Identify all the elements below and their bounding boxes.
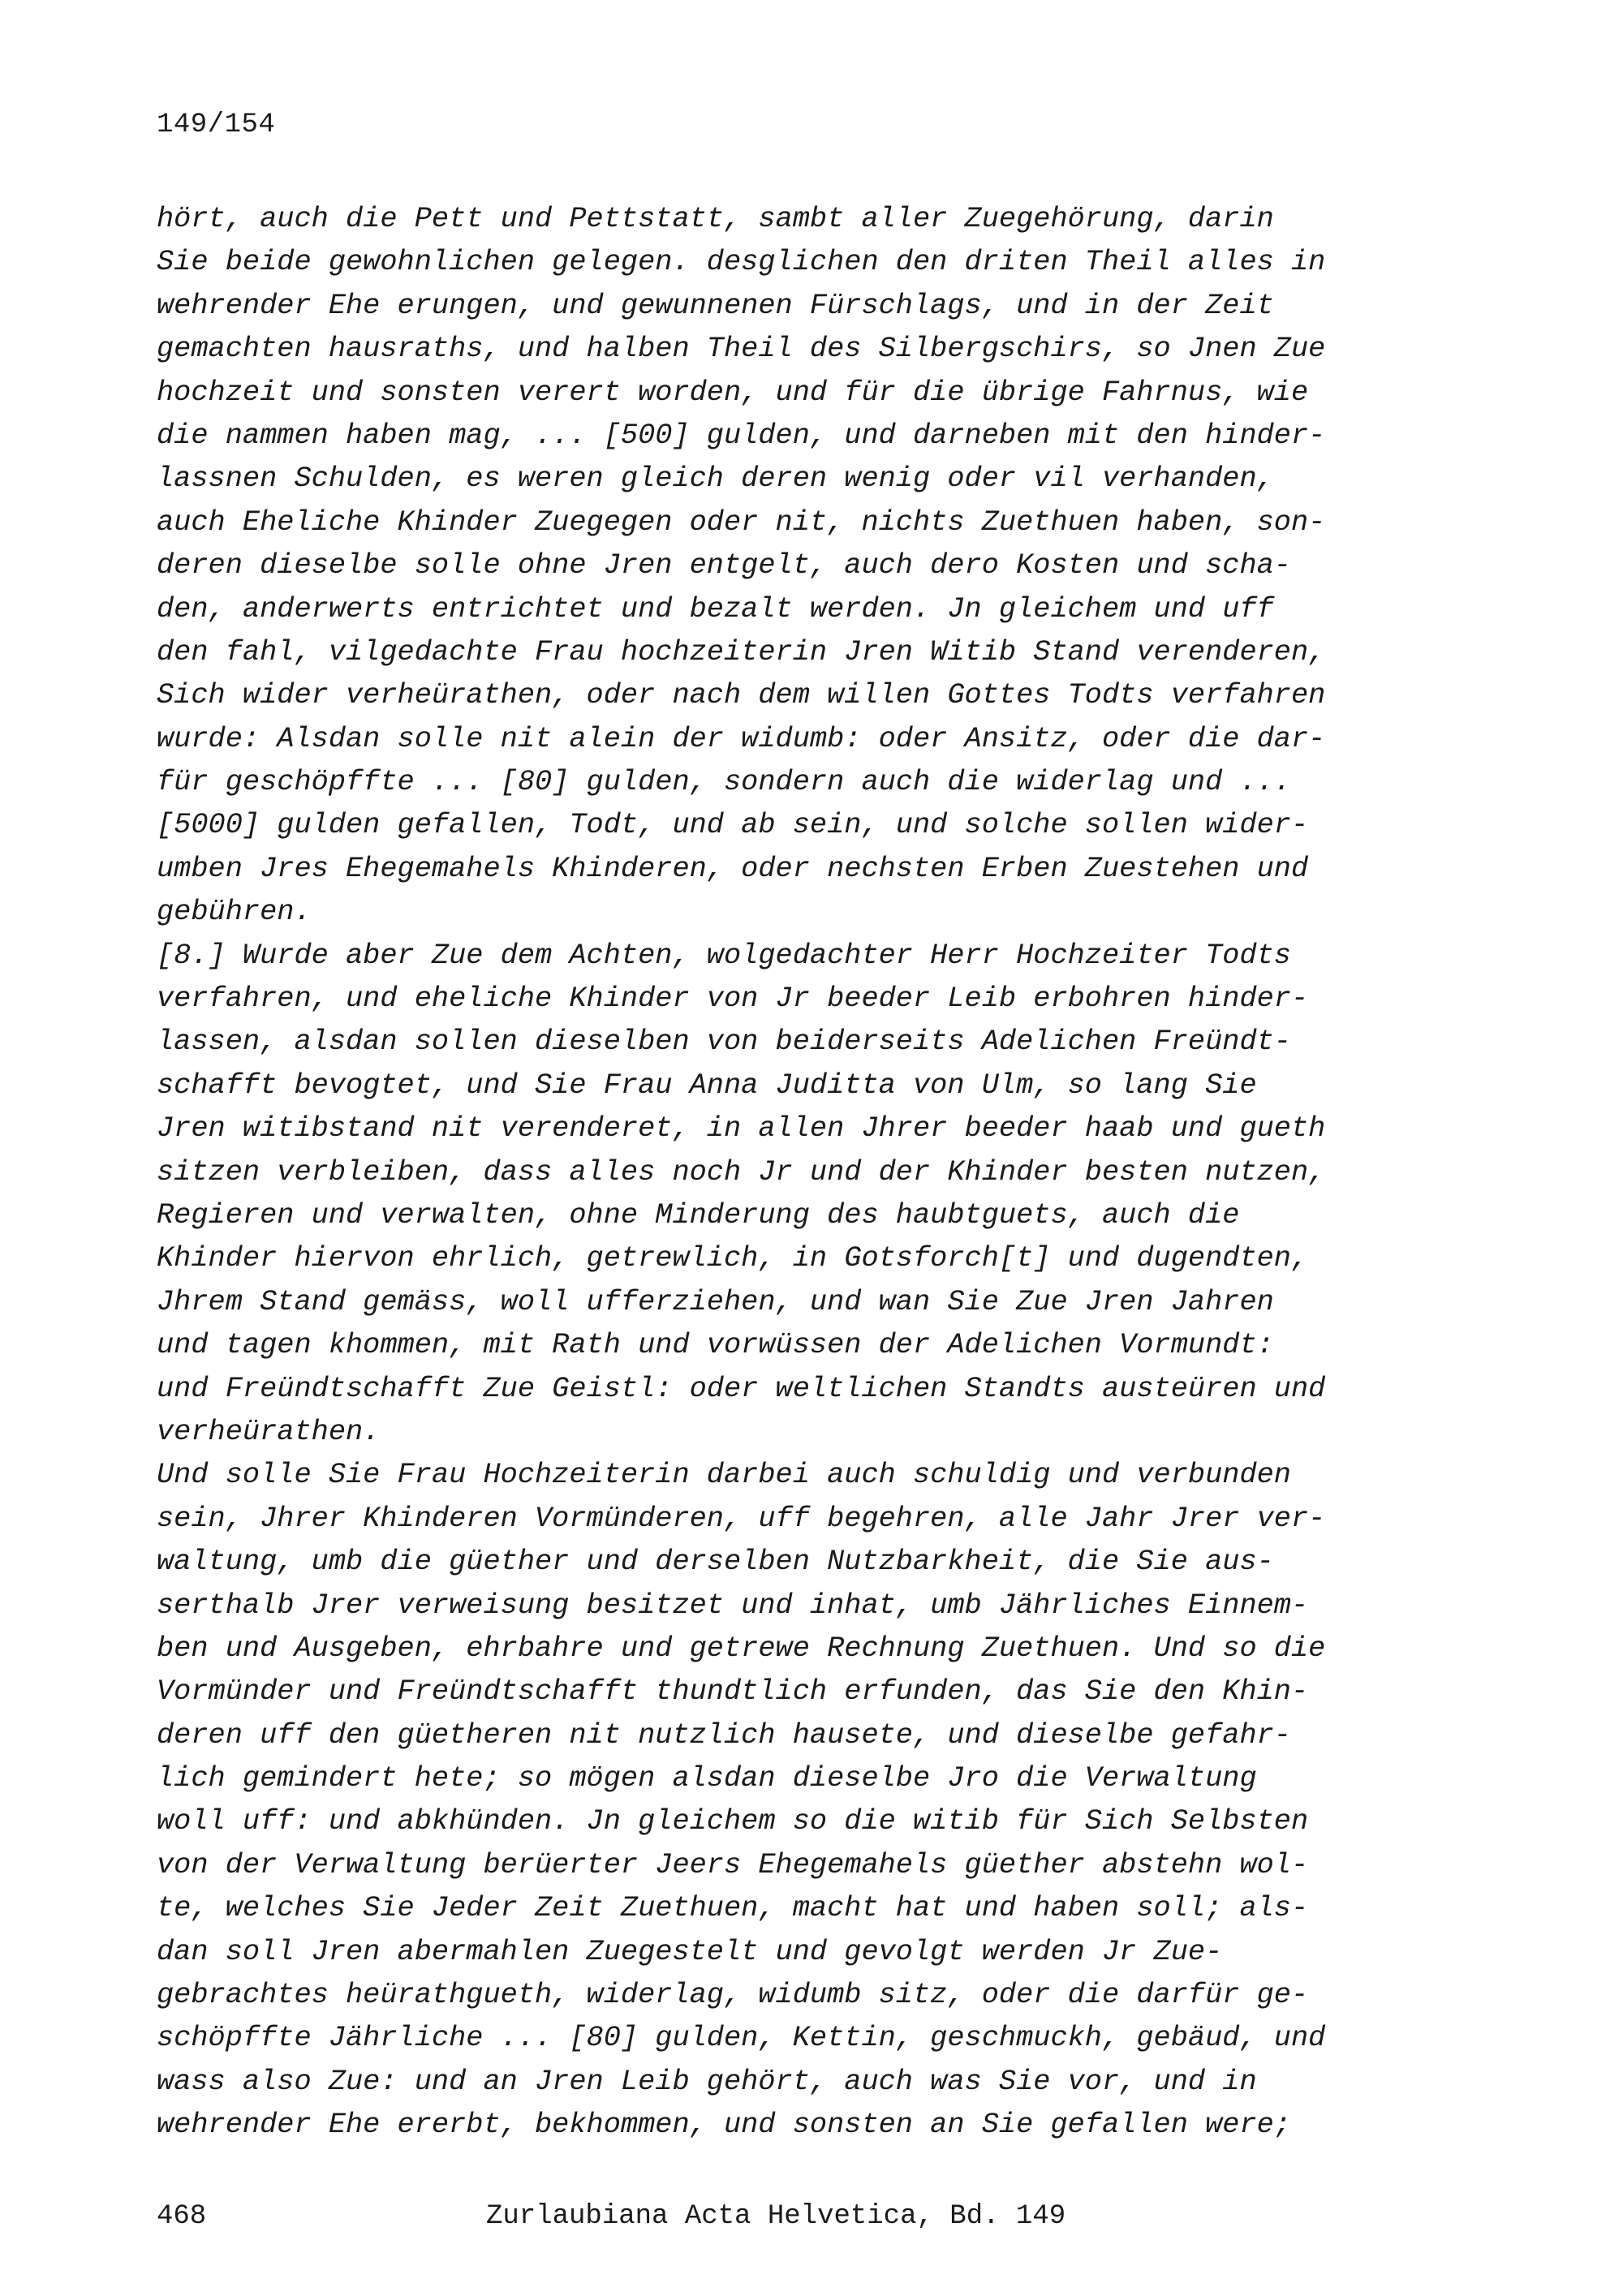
text-line: wurde: Alsdan solle nit alein der widumb: oder Ansitz, oder die dar- (157, 722, 1326, 755)
text-line: hört, auch die Pett und Pettstatt, sambt aller Zuegehörung, darin (157, 203, 1274, 235)
footer-page-number: 468 (157, 2201, 207, 2232)
text-line: waltung, umb die güether und derselben Nutzbarkheit, die Sie aus- (157, 1546, 1274, 1579)
text-line: die nammen haben mag, ... [500] gulden, und darneben mit den hinder- (157, 419, 1326, 452)
text-line: und tagen khommen, mit Rath und vorwüssen der Adelichen Vormundt: (157, 1329, 1274, 1362)
text-line: lich gemindert hete; so mögen alsdan dieselbe Jro die Verwaltung (157, 1762, 1257, 1795)
text-line: lassnen Schulden, es weren gleich deren wenig oder vil verhanden, (157, 462, 1274, 496)
text-line: Und solle Sie Frau Hochzeiterin darbei auch schuldig und verbunden (157, 1459, 1291, 1492)
page-counter: 149/154 (157, 110, 276, 140)
text-line: und Freündtschafft Zue Geistl: oder weltlichen Standts austeüren und (157, 1372, 1326, 1405)
text-line: Vormünder und Freündtschafft thundtlich erfunden, das Sie den Khin- (157, 1675, 1309, 1709)
text-line: schafft bevogtet, und Sie Frau Anna Juditta von Ulm, so lang Sie (157, 1068, 1257, 1102)
text-line: ben und Ausgeben, ehrbahre und getrewe Rechnung Zuethuen. Und so die (157, 1632, 1326, 1665)
body-text (157, 198, 1455, 2148)
text-line: Regieren und verwalten, ohne Minderung des haubtguets, auch die (157, 1198, 1240, 1232)
text-line: verfahren, und eheliche Khinder von Jr beeder Leib erbohren hinder- (157, 982, 1309, 1016)
text-line: von der Verwaltung berüerter Jeers Ehegemahels güether abstehn wol- (157, 1848, 1309, 1881)
text-line: Jhrem Stand gemäss, woll ufferziehen, und wan Sie Zue Jren Jahren (157, 1285, 1274, 1318)
text-line: Khinder hiervon ehrlich, getrewlich, in Gotsforch[t] und dugendten, (157, 1242, 1309, 1275)
text-line: [8.] Wurde aber Zue dem Achten, wolgedachter Herr Hochzeiter Todts (157, 939, 1291, 972)
text-line: wehrender Ehe erungen, und gewunnenen Fürschlags, und in der Zeit (157, 289, 1274, 322)
text-line: auch Eheliche Khinder Zuegegen oder nit, nichts Zuethuen haben, son- (157, 505, 1326, 539)
footer-journal-title: Zurlaubiana Acta Helvetica, Bd. 149 (486, 2201, 1066, 2232)
text-line: wass also Zue: und an Jren Leib gehört, auch was Sie vor, und in (157, 2065, 1257, 2098)
text-line: Jren witibstand nit verenderet, in allen Jhrer beeder haab und gueth (157, 1112, 1326, 1146)
text-line: Sich wider verheürathen, oder nach dem willen Gottes Todts verfahren (157, 679, 1326, 712)
text-line: woll uff: und abkhünden. Jn gleichem so die witib für Sich Selbsten (157, 1805, 1309, 1838)
text-line: hochzeit und sonsten verert worden, und für die übrige Fahrnus, wie (157, 376, 1309, 409)
text-line: lassen, alsdan sollen dieselben von beiderseits Adelichen Freündt- (157, 1025, 1291, 1059)
text-line: sitzen verbleiben, dass alles noch Jr und der Khinder besten nutzen, (157, 1155, 1326, 1189)
text-line: verheürathen. (157, 1415, 381, 1448)
text-line: deren uff den güetheren nit nutzlich hausete, und dieselbe gefahr- (157, 1718, 1291, 1752)
text-line: wehrender Ehe ererbt, bekhommen, und sonsten an Sie gefallen were; (157, 2109, 1291, 2142)
text-line: schöpffte Jährliche ... [80] gulden, Kettin, geschmuckh, gebäud, und (157, 2022, 1326, 2055)
text-line: Sie beide gewohnlichen gelegen. desglichen den driten Theil alles in (157, 246, 1326, 279)
text-line: serthalb Jrer verweisung besitzet und inhat, umb Jährliches Einnem- (157, 1589, 1309, 1622)
text-line: für geschöpffte ... [80] gulden, sondern auch die widerlag und ... (157, 766, 1291, 799)
text-line: gebrachtes heürathgueth, widerlag, widumb sitz, oder die darfür ge- (157, 1979, 1309, 2012)
text-line: sein, Jhrer Khinderen Vormünderen, uff begehren, alle Jahr Jrer ver- (157, 1502, 1326, 1535)
text-line: dan soll Jren abermahlen Zuegestelt und gevolgt werden Jr Zue- (157, 1935, 1223, 1968)
text-line: gebühren. (157, 896, 312, 929)
text-line: gemachten hausraths, und halben Theil des Silbergschirs, so Jnen Zue (157, 333, 1326, 366)
text-line: den, anderwerts entrichtet und bezalt werden. Jn gleichem und uff (157, 592, 1274, 626)
text-line: [5000] gulden gefallen, Todt, und ab sein, und solche sollen wider- (157, 809, 1309, 842)
text-line: den fahl, vilgedachte Frau hochzeiterin Jren Witib Stand verenderen, (157, 635, 1326, 669)
text-line: deren dieselbe solle ohne Jren entgelt, auch dero Kosten und scha- (157, 549, 1291, 583)
text-line: te, welches Sie Jeder Zeit Zuethuen, macht hat und haben soll; als- (157, 1892, 1309, 1925)
text-line: umben Jres Ehegemahels Khinderen, oder nechsten Erben Zuestehen und (157, 852, 1309, 885)
